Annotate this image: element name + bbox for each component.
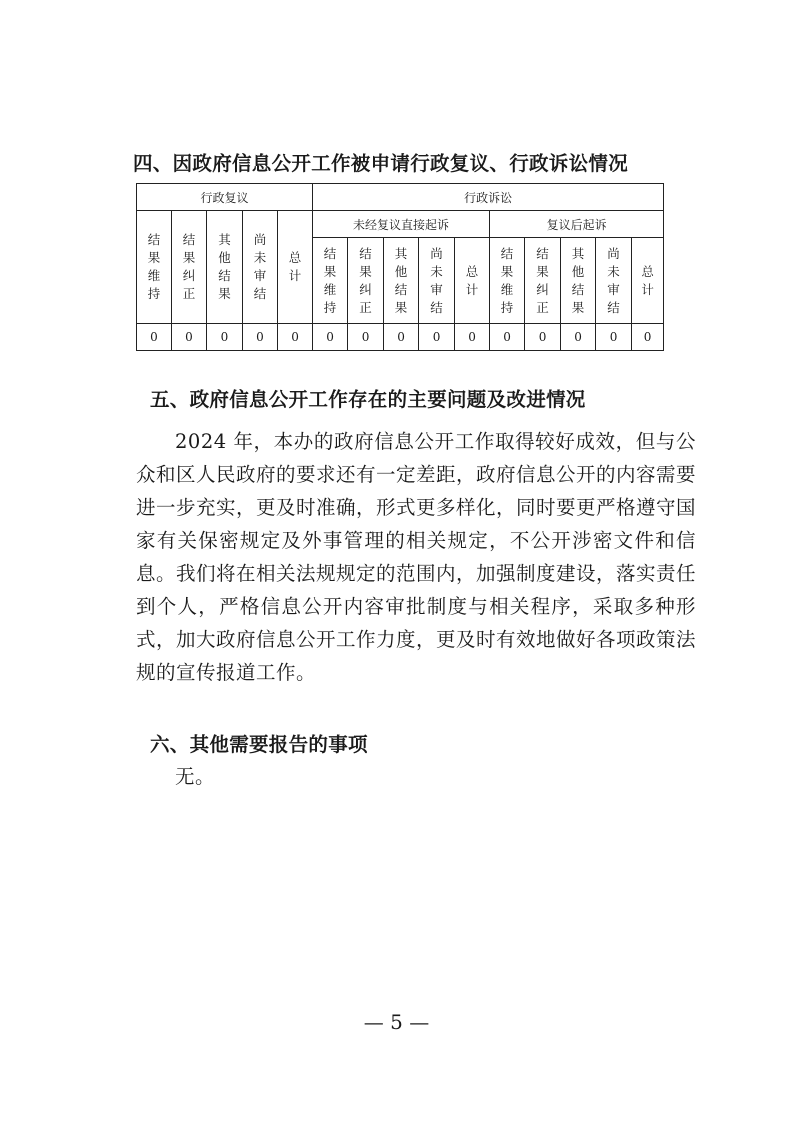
header-litigation-after-review: 复议后起诉 xyxy=(490,211,664,238)
col-after-other: 其 他 结 果 xyxy=(561,238,596,324)
col-review-total: 总 计 xyxy=(278,211,313,324)
header-direct-litigation: 未经复议直接起诉 xyxy=(313,211,490,238)
col-after-pending: 尚 未 审 结 xyxy=(596,238,632,324)
col-review-pending: 尚 未 审 结 xyxy=(243,211,278,324)
col-direct-pending: 尚 未 审 结 xyxy=(419,238,455,324)
section-4-title: 四、因政府信息公开工作被申请行政复议、行政诉讼情况 xyxy=(133,152,629,175)
col-after-upheld: 结 果 维 持 xyxy=(490,238,525,324)
table-cell: 0 xyxy=(348,324,384,351)
table-cell: 0 xyxy=(172,324,207,351)
table-cell: 0 xyxy=(313,324,348,351)
col-after-total: 总 计 xyxy=(632,238,664,324)
table-cell: 0 xyxy=(384,324,419,351)
col-direct-other: 其 他 结 果 xyxy=(384,238,419,324)
col-after-corrected: 结 果 纠 正 xyxy=(525,238,561,324)
table-cell: 0 xyxy=(561,324,596,351)
table-cell: 0 xyxy=(278,324,313,351)
section-6-title: 六、其他需要报告的事项 xyxy=(150,733,368,756)
col-direct-corrected: 结 果 纠 正 xyxy=(348,238,384,324)
col-review-other: 其 他 结 果 xyxy=(207,211,243,324)
col-review-upheld: 结 果 维 持 xyxy=(137,211,172,324)
col-direct-total: 总 计 xyxy=(455,238,490,324)
table-cell: 0 xyxy=(455,324,490,351)
col-review-corrected: 结 果 纠 正 xyxy=(172,211,207,324)
table-cell: 0 xyxy=(419,324,455,351)
table-cell: 0 xyxy=(490,324,525,351)
table-cell: 0 xyxy=(137,324,172,351)
table-cell: 0 xyxy=(596,324,632,351)
header-admin-review: 行政复议 xyxy=(137,184,313,211)
table-cell: 0 xyxy=(525,324,561,351)
page-number: — 5 — xyxy=(363,1010,430,1034)
col-direct-upheld: 结 果 维 持 xyxy=(313,238,348,324)
section-5-body: 2024 年，本办的政府信息公开工作取得较好成效，但与公众和区人民政府的要求还有一定差距，政府信息公开的内容需要进一步充实，更及时准确，形式更多样化，同时要更严格遵守国家有关保密规定及外事管理的相关规定，不公开涉密文件和信息。我们将在相关法规规定的范围内，加强制度建设，落实责任到个人，严格信息公开内容审批制度与相关程序，采取多种形式，加大政府信息公开工作力度，更及时有效地做好各项政策法规的宣传报道工作。 xyxy=(136,430,697,684)
table-cell: 0 xyxy=(207,324,243,351)
review-litigation-table xyxy=(136,183,664,351)
section-6-body: 无。 xyxy=(175,765,216,788)
table-cell: 0 xyxy=(243,324,278,351)
header-admin-litigation: 行政诉讼 xyxy=(313,184,664,211)
table-cell: 0 xyxy=(632,324,664,351)
section-5-title: 五、政府信息公开工作存在的主要问题及改进情况 xyxy=(150,388,586,411)
